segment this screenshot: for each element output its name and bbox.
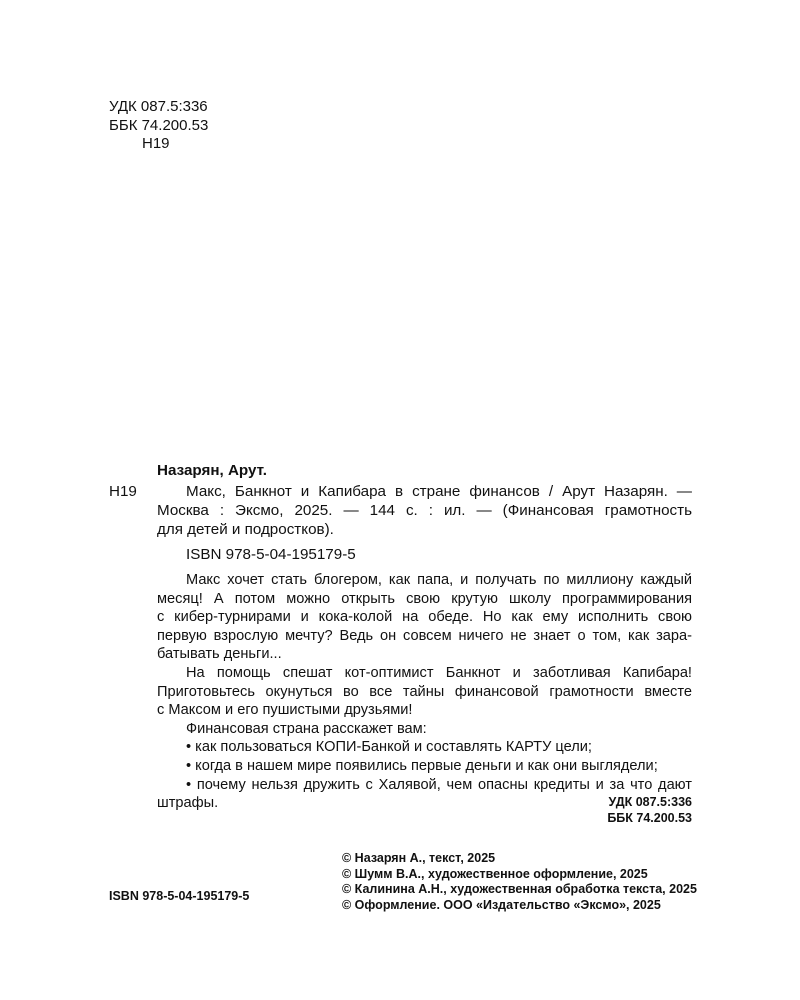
copyright-line: © Шумм В.А., художественное оформление, 2025 xyxy=(342,866,648,881)
bib-line: Москва : Эксмо, 2025. — 144 с. : ил. — (Финансовая грамотность xyxy=(157,502,692,519)
classification-block xyxy=(109,98,208,154)
copyright-line: © Калинина А.Н., художественная обработка текста, 2025 xyxy=(342,882,697,896)
list-item: • когда в нашем мире появились первые деньги и как они выглядели; xyxy=(186,757,658,774)
bib-line: для детей и подростков). xyxy=(157,521,334,538)
footer-codes xyxy=(492,795,692,826)
author-mark: Н19 xyxy=(142,135,170,152)
udk-code: УДК 087.5:336 xyxy=(109,98,208,115)
copyright-block xyxy=(342,851,697,913)
footer-udk: УДК 087.5:336 xyxy=(608,795,692,809)
author-heading: Назарян, Арут. xyxy=(157,462,267,479)
annotation-line: месяц! А потом можно открыть свою крутую школу программирования xyxy=(157,590,692,607)
annotation-line: На помощь спешат кот-оптимист Банкнот и заботливая Капибара! xyxy=(186,664,692,681)
isbn-footer: ISBN 978-5-04-195179-5 xyxy=(109,889,250,903)
annotation-line: батывать деньги... xyxy=(157,646,282,663)
annotation-line: с кибер-турнирами и кока-колой на обеде. Но как ему исполнить свою xyxy=(157,609,692,626)
annotation-line: штрафы. xyxy=(157,795,219,812)
annotation-line: Приготовьтесь окунуться во все тайны финансовой грамотности вместе xyxy=(157,683,692,700)
isbn-entry: ISBN 978-5-04-195179-5 xyxy=(186,546,356,563)
bibliographic-description xyxy=(157,482,692,539)
annotation xyxy=(157,571,692,813)
entry-author-mark: Н19 xyxy=(109,483,137,500)
list-item: • почему нельзя дружить с Халявой, чем опасны кредиты и за что дают xyxy=(186,776,692,793)
annotation-line: Макс хочет стать блогером, как папа, и получать по миллиону каждый xyxy=(186,572,692,588)
annotation-line: первую взрослую мечту? Ведь он совсем ничего не знает о том, как зара- xyxy=(157,627,692,644)
bbk-code: ББК 74.200.53 xyxy=(109,116,209,134)
annotation-line: Финансовая страна расскажет вам: xyxy=(186,720,427,737)
copyright-line: © Назарян А., текст, 2025 xyxy=(342,851,496,865)
list-item: • как пользоваться КОПИ-Банкой и составлять КАРТУ цели; xyxy=(186,739,592,756)
footer-bbk: ББК 74.200.53 xyxy=(607,810,692,825)
copyright-line: © Оформление. ООО «Издательство «Эксмо», 2025 xyxy=(342,897,661,912)
bib-line: Макс, Банкнот и Капибара в стране финансов / Арут Назарян. — xyxy=(186,483,692,500)
annotation-line: с Максом и его пушистыми друзьями! xyxy=(157,702,413,719)
